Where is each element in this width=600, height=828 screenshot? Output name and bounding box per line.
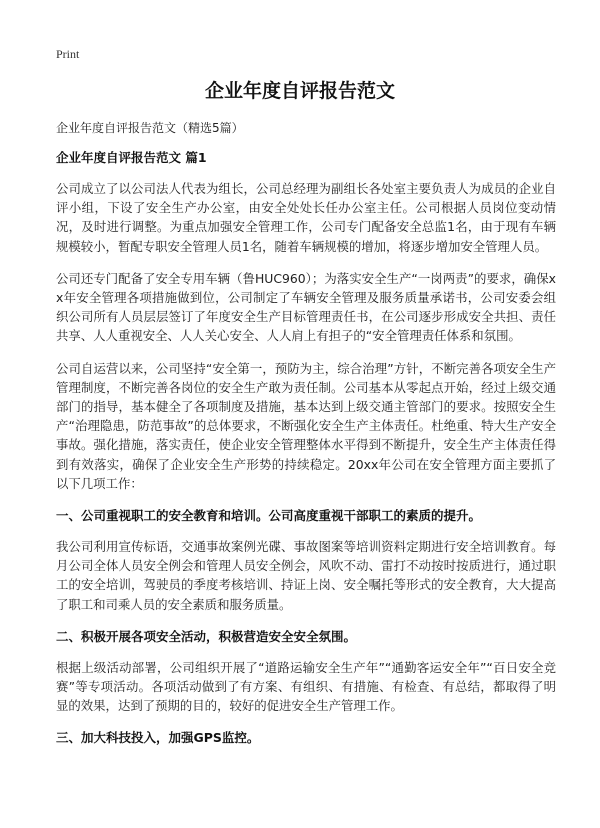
section-text-activities: 根据上级活动部署，公司组织开展了“道路运输安全生产年”“通勤客运安全年”“百日安全竞赛”等专项活动。各项活动做到了有方案、有组织、有措施、有检查、有总结，都取得了明显的效果，达到了预期的目的，较好的促进安全生产管理工作。 (56, 659, 556, 714)
paragraph-operations: 公司自运营以来，公司坚持“安全第一，预防为主，综合治理”方针，不断完善各项安全生产管理制度，不断完善各岗位的安全生产敢为责任制。公司基本从零起点开始，经过上级交通部门的指导，基本健全了各项制度及措施，基本达到上级交通主管部门的要求。按照安全生产“治理隐患，防范事故”的总体要求，不断强化安全生产主体责任。杜绝重、特大生产安全事故。强化措施，落实责任，使企业安全管理整体水平得到不断提升，安全生产主体责任得到有效落实，确保了企业安全生产形势的持续稳定。20xx年公司在安全管理方面主要抓了以下几项工作： (56, 360, 556, 491)
paragraph-vehicle-responsibility: 公司还专门配备了安全专用车辆（鲁HUC960）；为落实安全生产“一岗两责”的要求，确保xx年安全管理各项措施做到位，公司制定了车辆安全管理及服务质量承诺书，公司安委会组织公司所有人员层层签订了年度安全生产目标管理责任书，在公司逐步形成安全共担、责任共享、人人重视安全、人人关心安全、人人肩上有担子的“安全管理责任体系和氛围。 (56, 270, 556, 344)
paragraph-organization: 公司成立了以公司法人代表为组长，公司总经理为副组长各处室主要负责人为成员的企业自评小组，下设了安全生产办公室，由安全处处长任办公室主任。公司根据人员岗位变动情况，及时进行调整。为重点加强安全管理工作，公司专门配备安全总监1名，由于现有车辆规模较小，暂配专职安全管理人员1名，随着车辆规模的增加，将逐步增加安全管理人员。 (56, 181, 556, 254)
section-heading-training: 一、公司重视职工的安全教育和培训。公司高度重视干部职工的素质的提升。 (56, 508, 482, 524)
section-heading-gps: 三、加大科技投入，加强GPS监控。 (56, 730, 260, 746)
print-link[interactable]: Print (56, 47, 80, 61)
document-body (56, 148, 556, 759)
document-subtitle: 企业年度自评报告范文（精选5篇） (56, 121, 244, 135)
document-title: 企业年度自评报告范文 (204, 80, 395, 102)
section-heading-activities: 二、积极开展各项安全活动，积极营造安全安全氛围。 (56, 628, 357, 644)
article-heading: 企业年度自评报告范文 篇1 (56, 150, 207, 165)
section-text-training: 我公司利用宣传标语，交通事故案例光碟、事故图案等培训资料定期进行安全培训教育。每月公司全体人员安全例会和管理人员安全例会，风吹不动、雷打不动按时按质进行，通过职工的安全培训，驾驶员的季度考核培训、持证上岗、安全嘱托等形式的安全教育，大大提高了职工和司乘人员的安全素质和服务质量。 (56, 539, 556, 612)
